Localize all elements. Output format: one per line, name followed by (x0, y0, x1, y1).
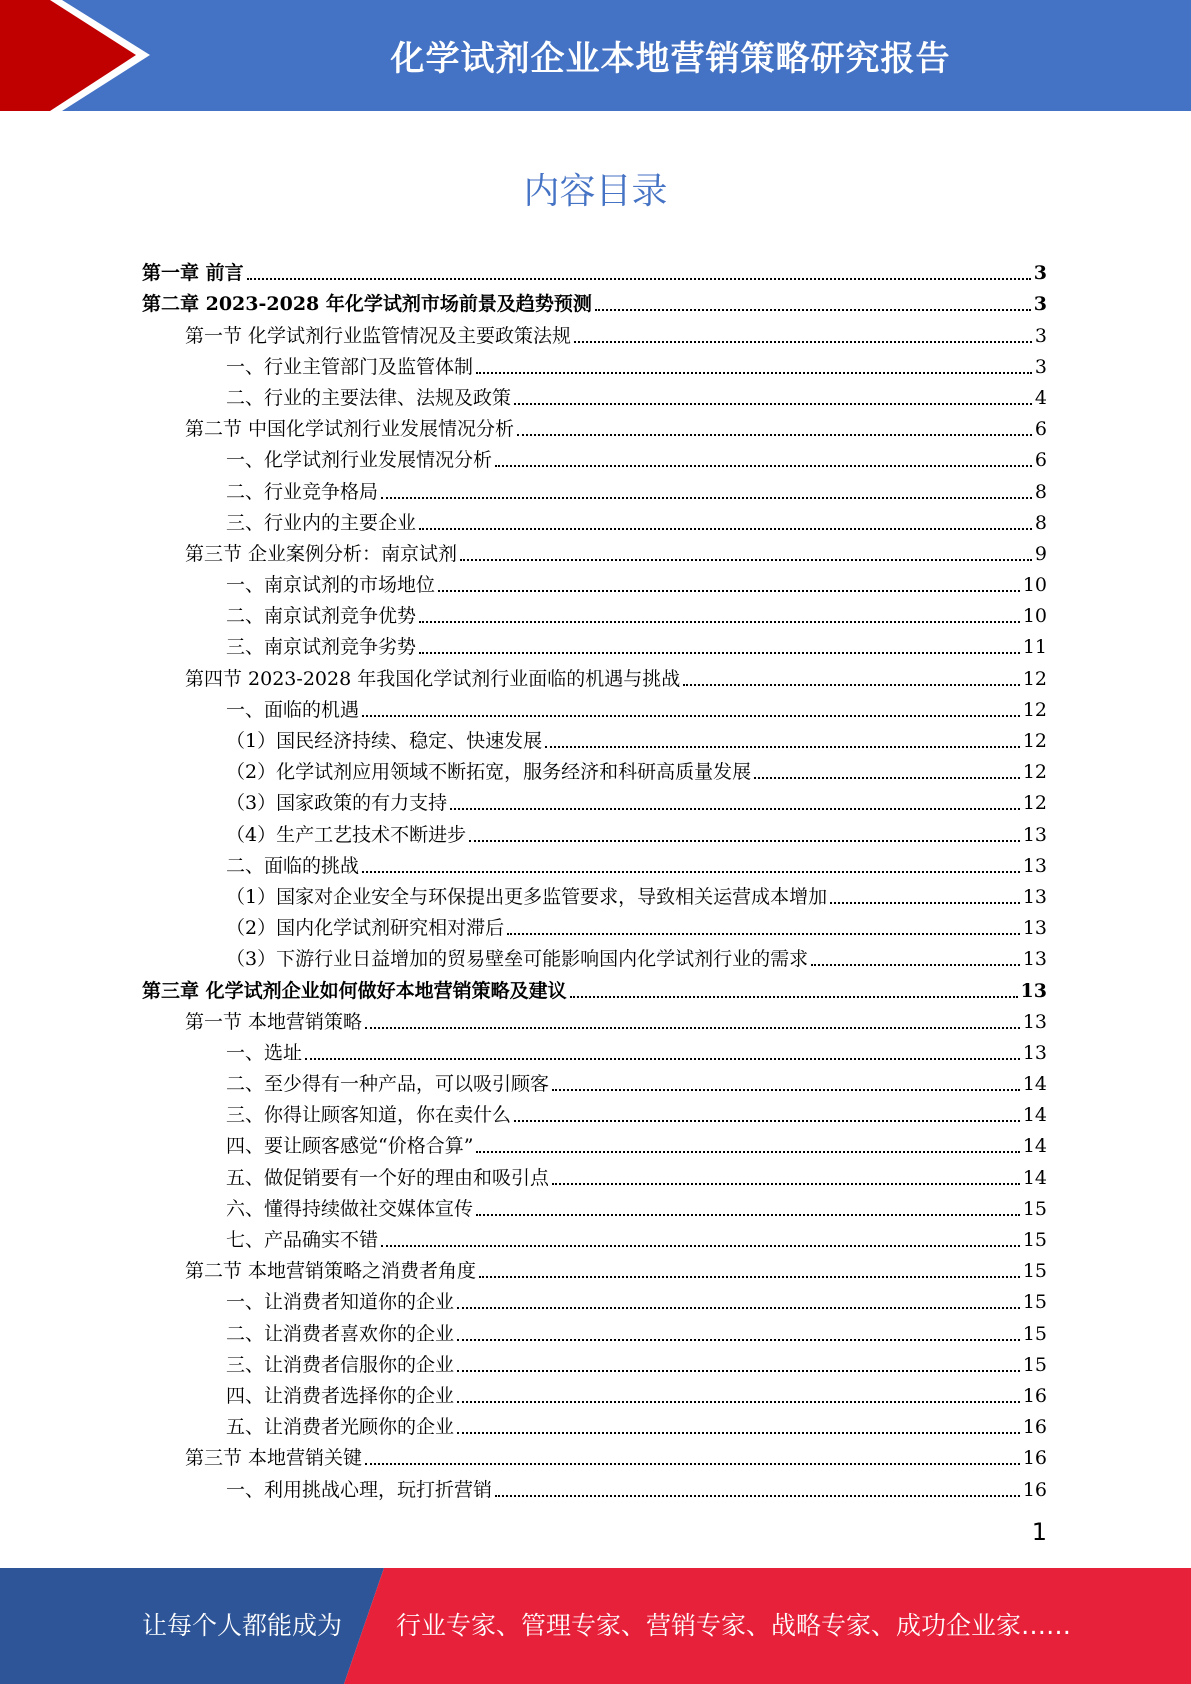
toc-leader-dots (362, 715, 1020, 717)
toc-entry-page: 15 (1022, 1260, 1047, 1283)
toc-leader-dots (514, 403, 1032, 405)
toc-entry-page: 8 (1034, 511, 1047, 534)
toc-leader-dots (381, 497, 1032, 499)
toc-leader-dots (362, 871, 1020, 873)
toc-entry[interactable] (142, 940, 1047, 971)
footer-slogan-right: 行业专家、管理专家、营销专家、战略专家、成功企业家…… (396, 1611, 1072, 1640)
toc-leader-dots (479, 1276, 1020, 1278)
toc-leader-dots (305, 1058, 1020, 1060)
toc-entry[interactable] (142, 1065, 1047, 1096)
toc-entry-page: 13 (1022, 854, 1047, 877)
toc-leader-dots (683, 684, 1020, 686)
toc-leader-dots (419, 528, 1032, 530)
toc-entry[interactable] (142, 1158, 1047, 1189)
toc-entry-label: 二、行业的主要法律、法规及政策 (226, 386, 512, 409)
toc-entry-label: 第二节 本地营销策略之消费者角度 (185, 1260, 477, 1283)
toc-entry[interactable] (142, 1439, 1047, 1470)
toc-entry-label: 二、南京试剂竞争优势 (226, 605, 417, 628)
toc-leader-dots (811, 964, 1020, 966)
toc-entry-page: 14 (1022, 1135, 1047, 1158)
toc-entry[interactable] (142, 628, 1047, 659)
toc-leader-dots (552, 1089, 1020, 1091)
toc-leader-dots (457, 1401, 1020, 1403)
toc-entry-page: 12 (1022, 761, 1047, 784)
toc-entry-page: 11 (1022, 636, 1047, 659)
toc-entry-label: 三、你得让顾客知道，你在卖什么 (226, 1104, 512, 1127)
toc-entry-page: 13 (1022, 1010, 1047, 1033)
toc-entry-label: 第一节 化学试剂行业监管情况及主要政策法规 (185, 324, 572, 347)
toc-entry-label: （3）国家政策的有力支持 (226, 792, 448, 815)
toc-entry[interactable] (142, 784, 1047, 815)
toc-entry-page: 9 (1034, 542, 1047, 565)
toc-leader-dots (574, 341, 1032, 343)
toc-leader-dots (365, 1463, 1020, 1465)
toc-entry[interactable] (142, 722, 1047, 753)
toc-entry-page: 14 (1022, 1073, 1047, 1096)
toc-entry-page: 15 (1022, 1197, 1047, 1220)
toc-leader-dots (438, 590, 1020, 592)
toc-leader-dots (381, 1245, 1020, 1247)
toc-entry[interactable] (142, 878, 1047, 909)
toc-entry-page: 13 (1022, 1041, 1047, 1064)
toc-entry-page: 4 (1034, 386, 1047, 409)
table-of-contents (142, 254, 1047, 1502)
toc-leader-dots (495, 465, 1032, 467)
toc-entry-label: 三、行业内的主要企业 (226, 511, 417, 534)
toc-entry-page: 10 (1022, 605, 1047, 628)
toc-entry-label: 七、产品确实不错 (226, 1229, 379, 1251)
toc-entry-label: 四、让消费者选择你的企业 (226, 1384, 455, 1407)
toc-leader-dots (570, 996, 1018, 998)
toc-entry-label: （1）国民经济持续、稳定、快速发展 (226, 730, 543, 752)
toc-leader-dots (365, 1027, 1020, 1029)
toc-entry[interactable] (142, 1034, 1047, 1065)
toc-entry[interactable] (142, 254, 1047, 285)
header-arrow-decoration (0, 0, 160, 111)
toc-entry-label: 第三节 本地营销关键 (185, 1447, 363, 1470)
footer-slogan-left: 让每个人都能成为 (142, 1611, 343, 1640)
toc-leader-dots (476, 372, 1032, 374)
toc-entry-label: 一、选址 (226, 1041, 303, 1064)
toc-entry-label: 第二节 中国化学试剂行业发展情况分析 (185, 418, 515, 441)
toc-leader-dots (247, 278, 1031, 280)
toc-leader-dots (476, 1151, 1019, 1153)
toc-entry-label: 第三章 化学试剂企业如何做好本地营销策略及建议 (142, 979, 567, 1002)
toc-entry-page: 13 (1022, 948, 1047, 971)
footer-banner (0, 1568, 1191, 1684)
toc-entry-page: 6 (1034, 449, 1047, 472)
toc-leader-dots (476, 1214, 1020, 1216)
toc-leader-dots (595, 309, 1031, 311)
toc-leader-dots (507, 933, 1020, 935)
toc-leader-dots (552, 1183, 1020, 1185)
toc-entry[interactable] (142, 1096, 1047, 1127)
toc-leader-dots (754, 777, 1020, 779)
toc-entry-page: 15 (1022, 1229, 1047, 1251)
toc-entry-page: 13 (1022, 885, 1047, 908)
toc-entry-page: 12 (1022, 698, 1047, 721)
toc-entry[interactable] (142, 504, 1047, 535)
toc-entry-page: 8 (1034, 480, 1047, 503)
toc-entry-page: 13 (1022, 917, 1047, 940)
toc-entry-page: 3 (1034, 355, 1047, 378)
report-header (0, 0, 1191, 111)
toc-entry-page: 16 (1022, 1416, 1047, 1439)
toc-entry[interactable] (142, 285, 1047, 316)
toc-entry-page: 12 (1022, 667, 1047, 690)
toc-entry[interactable] (142, 535, 1047, 566)
toc-entry[interactable] (142, 691, 1047, 722)
toc-entry[interactable] (142, 909, 1047, 940)
toc-leader-dots (457, 1307, 1020, 1309)
toc-entry-page: 15 (1022, 1291, 1047, 1314)
toc-entry-page: 12 (1022, 792, 1047, 815)
toc-entry[interactable] (142, 1377, 1047, 1408)
toc-leader-dots (457, 1370, 1020, 1372)
toc-entry-label: 第二章 2023-2028 年化学试剂市场前景及趋势预测 (142, 293, 592, 316)
toc-entry[interactable] (142, 1314, 1047, 1345)
toc-leader-dots (457, 1339, 1020, 1341)
toc-entry-page: 16 (1022, 1384, 1047, 1407)
page-number: 1 (1031, 1518, 1047, 1546)
toc-entry-label: （2）化学试剂应用领域不断拓宽，服务经济和科研高质量发展 (226, 761, 752, 784)
toc-leader-dots (830, 902, 1020, 904)
toc-entry-label: 五、让消费者光顾你的企业 (226, 1416, 455, 1439)
toc-entry-label: 四、要让顾客感觉“价格合算” (226, 1135, 474, 1158)
toc-leader-dots (419, 652, 1020, 654)
toc-entry[interactable] (142, 1190, 1047, 1221)
toc-entry-page: 10 (1022, 574, 1047, 597)
toc-leader-dots (495, 1495, 1020, 1497)
toc-entry-label: 一、面临的机遇 (226, 698, 360, 721)
toc-entry-label: 一、行业主管部门及监管体制 (226, 355, 474, 378)
toc-leader-dots (514, 1120, 1020, 1122)
toc-leader-dots (469, 840, 1020, 842)
toc-entry[interactable] (142, 597, 1047, 628)
toc-entry-label: 三、让消费者信服你的企业 (226, 1353, 455, 1376)
toc-entry-label: 一、让消费者知道你的企业 (226, 1291, 455, 1314)
toc-entry-label: （3）下游行业日益增加的贸易壁垒可能影响国内化学试剂行业的需求 (226, 948, 809, 971)
toc-leader-dots (457, 1432, 1020, 1434)
toc-entry[interactable] (142, 659, 1047, 690)
toc-entry-page: 14 (1022, 1104, 1047, 1127)
toc-entry-label: 第一节 本地营销策略 (185, 1010, 363, 1033)
toc-entry-page: 13 (1022, 823, 1047, 846)
toc-entry-page: 16 (1022, 1447, 1047, 1470)
toc-entry[interactable] (142, 1283, 1047, 1314)
toc-entry-page: 15 (1022, 1322, 1047, 1345)
toc-entry-page: 3 (1033, 293, 1047, 316)
toc-entry[interactable] (142, 472, 1047, 503)
toc-entry-label: 五、做促销要有一个好的理由和吸引点 (226, 1166, 550, 1189)
toc-entry-page: 14 (1022, 1166, 1047, 1189)
toc-entry-page: 3 (1034, 324, 1047, 347)
toc-entry[interactable] (142, 1003, 1047, 1034)
toc-entry[interactable] (142, 1408, 1047, 1439)
report-title: 化学试剂企业本地营销策略研究报告 (390, 39, 951, 79)
toc-entry[interactable] (142, 410, 1047, 441)
toc-entry-page: 13 (1020, 979, 1047, 1002)
toc-heading: 内容目录 (523, 171, 668, 212)
toc-entry-label: 二、面临的挑战 (226, 854, 360, 877)
toc-entry[interactable] (142, 379, 1047, 410)
toc-entry-page: 6 (1034, 418, 1047, 441)
toc-entry-label: 第三节 企业案例分析：南京试剂 (185, 542, 458, 565)
toc-leader-dots (517, 434, 1032, 436)
toc-entry[interactable] (142, 348, 1047, 379)
toc-entry-label: 一、利用挑战心理，玩打折营销 (226, 1478, 493, 1501)
toc-entry-label: 二、至少得有一种产品，可以吸引顾客 (226, 1073, 550, 1096)
toc-entry-label: 第一章 前言 (142, 262, 244, 285)
toc-entry-label: 一、南京试剂的市场地位 (226, 574, 436, 597)
toc-entry[interactable] (142, 566, 1047, 597)
toc-entry-label: （4）生产工艺技术不断进步 (226, 823, 467, 846)
toc-entry-page: 12 (1022, 730, 1047, 752)
toc-entry[interactable] (142, 847, 1047, 878)
toc-entry-page: 3 (1033, 262, 1047, 285)
toc-entry[interactable] (142, 971, 1047, 1002)
toc-entry[interactable] (142, 1127, 1047, 1158)
toc-entry-label: 二、让消费者喜欢你的企业 (226, 1322, 455, 1345)
toc-entry-label: （1）国家对企业安全与环保提出更多监管要求，导致相关运营成本增加 (226, 885, 828, 908)
toc-entry-label: 三、南京试剂竞争劣势 (226, 636, 417, 659)
toc-entry[interactable] (142, 1346, 1047, 1377)
toc-leader-dots (460, 559, 1032, 561)
toc-leader-dots (450, 808, 1020, 810)
toc-entry-label: 二、行业竞争格局 (226, 480, 379, 503)
toc-entry-label: 第四节 2023-2028 年我国化学试剂行业面临的机遇与挑战 (185, 667, 681, 690)
toc-leader-dots (545, 746, 1020, 748)
toc-entry[interactable] (142, 1221, 1047, 1252)
toc-entry[interactable] (142, 316, 1047, 347)
toc-entry[interactable] (142, 753, 1047, 784)
toc-entry-label: （2）国内化学试剂研究相对滞后 (226, 917, 505, 940)
toc-entry-label: 一、化学试剂行业发展情况分析 (226, 449, 493, 472)
toc-leader-dots (419, 621, 1020, 623)
toc-entry[interactable] (142, 1470, 1047, 1501)
toc-entry-label: 六、懂得持续做社交媒体宣传 (226, 1197, 474, 1220)
toc-entry-page: 15 (1022, 1353, 1047, 1376)
toc-entry[interactable] (142, 815, 1047, 846)
toc-entry-page: 16 (1022, 1478, 1047, 1501)
toc-entry[interactable] (142, 441, 1047, 472)
toc-entry[interactable] (142, 1252, 1047, 1283)
